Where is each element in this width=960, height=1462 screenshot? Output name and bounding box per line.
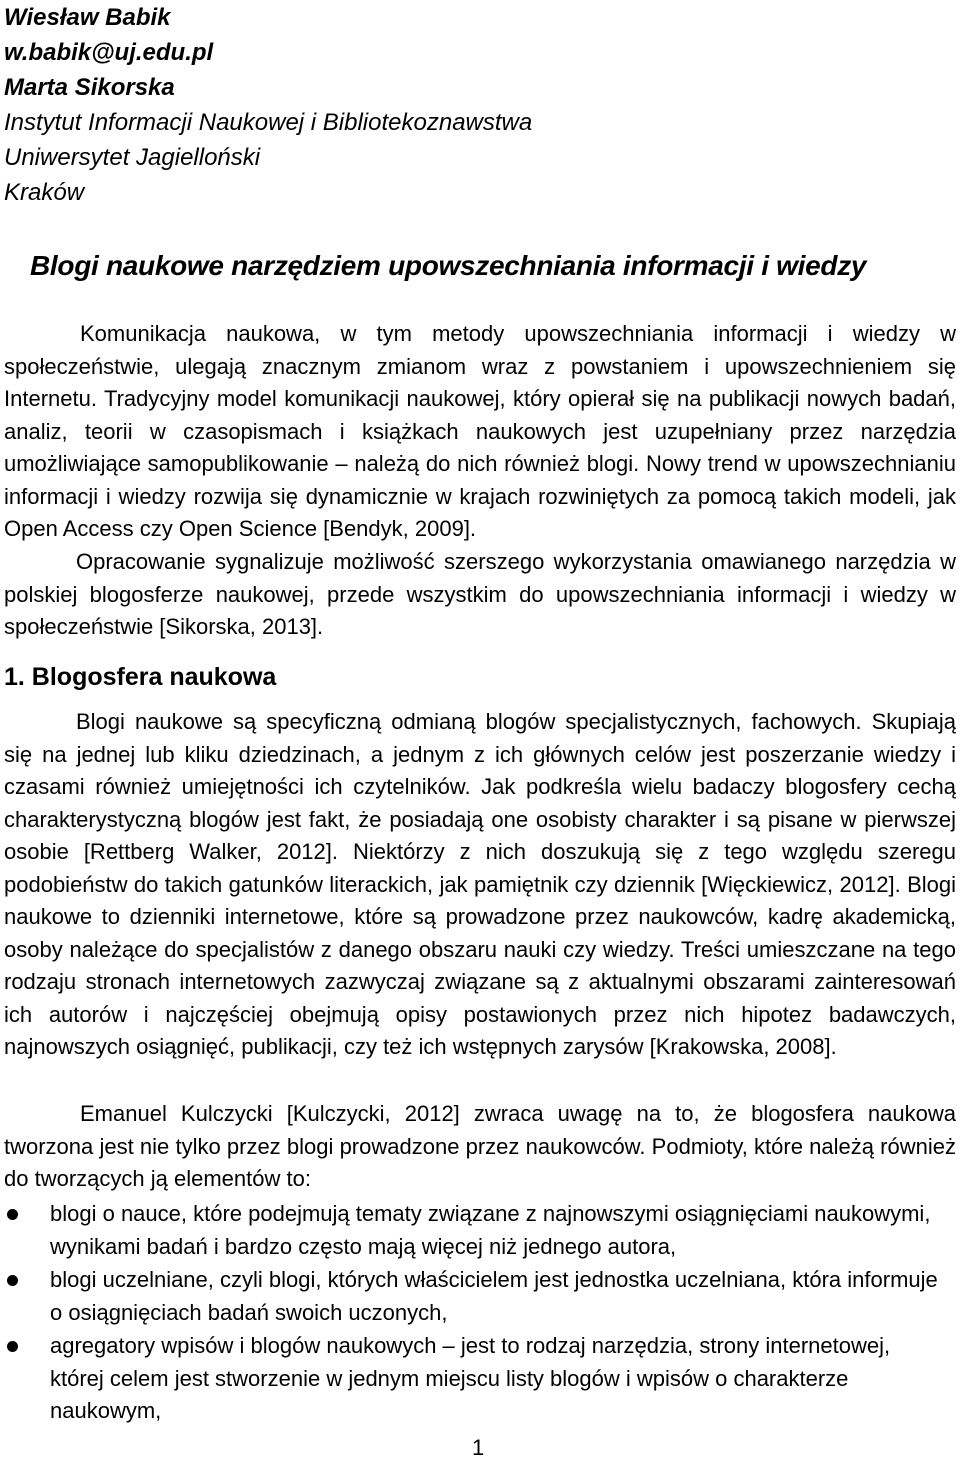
abstract-paragraph: Komunikacja naukowa, w tym metody upowszechniania informacji i wiedzy w społeczeństwie, ulegają znacznym zmianom wraz z powstaniem i upowszechnieniem się Internetu. Tradycyjny model komunikacji naukowej, który opierał się na publikacji nowych badań, analiz, teorii w czasopismach i książkach naukowych jest uzupełniany przez narzędzia umożliwiające samopublikowanie – należą do nich również blogi. Nowy trend w upowszechnianiu informacji i wiedzy rozwija się dynamicznie w krajach rozwiniętych za pomocą takich modeli, jak Open Access czy Open Science [Bendyk, 2009].	[4, 321, 956, 541]
bullet-icon	[7, 1341, 18, 1352]
body-paragraph: Emanuel Kulczycki [Kulczycki, 2012] zwraca uwagę na to, że blogosfera naukowa tworzona jest nie tylko przez blogi prowadzone przez naukowców. Podmioty, które należą również do tworzących ją elementów to:	[4, 1101, 956, 1191]
paper-title: Blogi naukowe narzędziem upowszechniania informacji i wiedzy	[30, 250, 867, 281]
list-item-text: blogi uczelniane, czyli blogi, których właścicielem jest jednostka uczelniana, która informuje o osiągnięciach badań swoich uczonych,	[50, 1267, 938, 1325]
author-block	[4, 0, 532, 210]
list-item-text: agregatory wpisów i blogów naukowych – jest to rodzaj narzędzia, strony internetowej, której celem jest stworzenie w jednym miejscu listy blogów i wpisów o charakterze naukowym,	[50, 1333, 891, 1423]
list-item	[0, 1330, 940, 1428]
author-email: w.babik@uj.edu.pl	[4, 39, 214, 66]
bullet-icon	[7, 1275, 18, 1286]
institute-name: Instytut Informacji Naukowej i Bibliotekoznawstwa	[4, 109, 533, 136]
body-paragraph: Blogi naukowe są specyficzną odmianą blogów specjalistycznych, fachowych. Skupiają się na jednej lub kliku dziedzinach, a jednym z ich głównych celów jest poszerzanie wiedzy i czasami również umiejętności ich czytelników. Jak podkreśla wielu badaczy blogosfery cechą charakterystyczną blogów jest fakt, że posiadają one osobisty charakter i są pisane w pierwszej osobie [Rettberg Walker, 2012]. Niektórzy z nich doszukują się z tego względu szeregu podobieństw do takich gatunków literackich, jak pamiętnik czy dziennik [Więckiewicz, 2012]. Blogi naukowe to dzienniki internetowe, które są prowadzone przez naukowców, kadrę akademicką, osoby należące do specjalistów z danego obszaru nauki czy wiedzy. Treści umieszczane na tego rodzaju stronach internetowych zazwyczaj związane są z aktualnymi obszarami zainteresowań ich autorów i najczęściej obejmują opisy postawionych przez nich hipotez badawczych, najnowszych osiągnięć, publikacji, czy też ich wstępnych zarysów [Krakowska, 2008].	[4, 709, 956, 1059]
city-name: Kraków	[4, 179, 85, 206]
university-name: Uniwersytet Jagielloński	[4, 144, 261, 171]
page-number: 1	[472, 1435, 485, 1460]
author-name: Wiesław Babik	[4, 4, 171, 31]
bullet-list	[0, 1198, 960, 1429]
author-name: Marta Sikorska	[4, 74, 175, 101]
list-item	[0, 1264, 940, 1329]
section-heading: 1. Blogosfera naukowa	[4, 663, 277, 691]
list-item	[0, 1198, 940, 1263]
bullet-icon	[7, 1209, 18, 1220]
list-item-text: blogi o nauce, które podejmują tematy związane z najnowszymi osiągnięciami naukowymi, wynikami badań i bardzo często mają więcej niż jednego autora,	[50, 1201, 931, 1259]
abstract-paragraph: Opracowanie sygnalizuje możliwość szerszego wykorzystania omawianego narzędzia w polskiej blogosferze naukowej, przede wszystkim do upowszechniania informacji i wiedzy w społeczeństwie [Sikorska, 2013].	[4, 549, 956, 639]
